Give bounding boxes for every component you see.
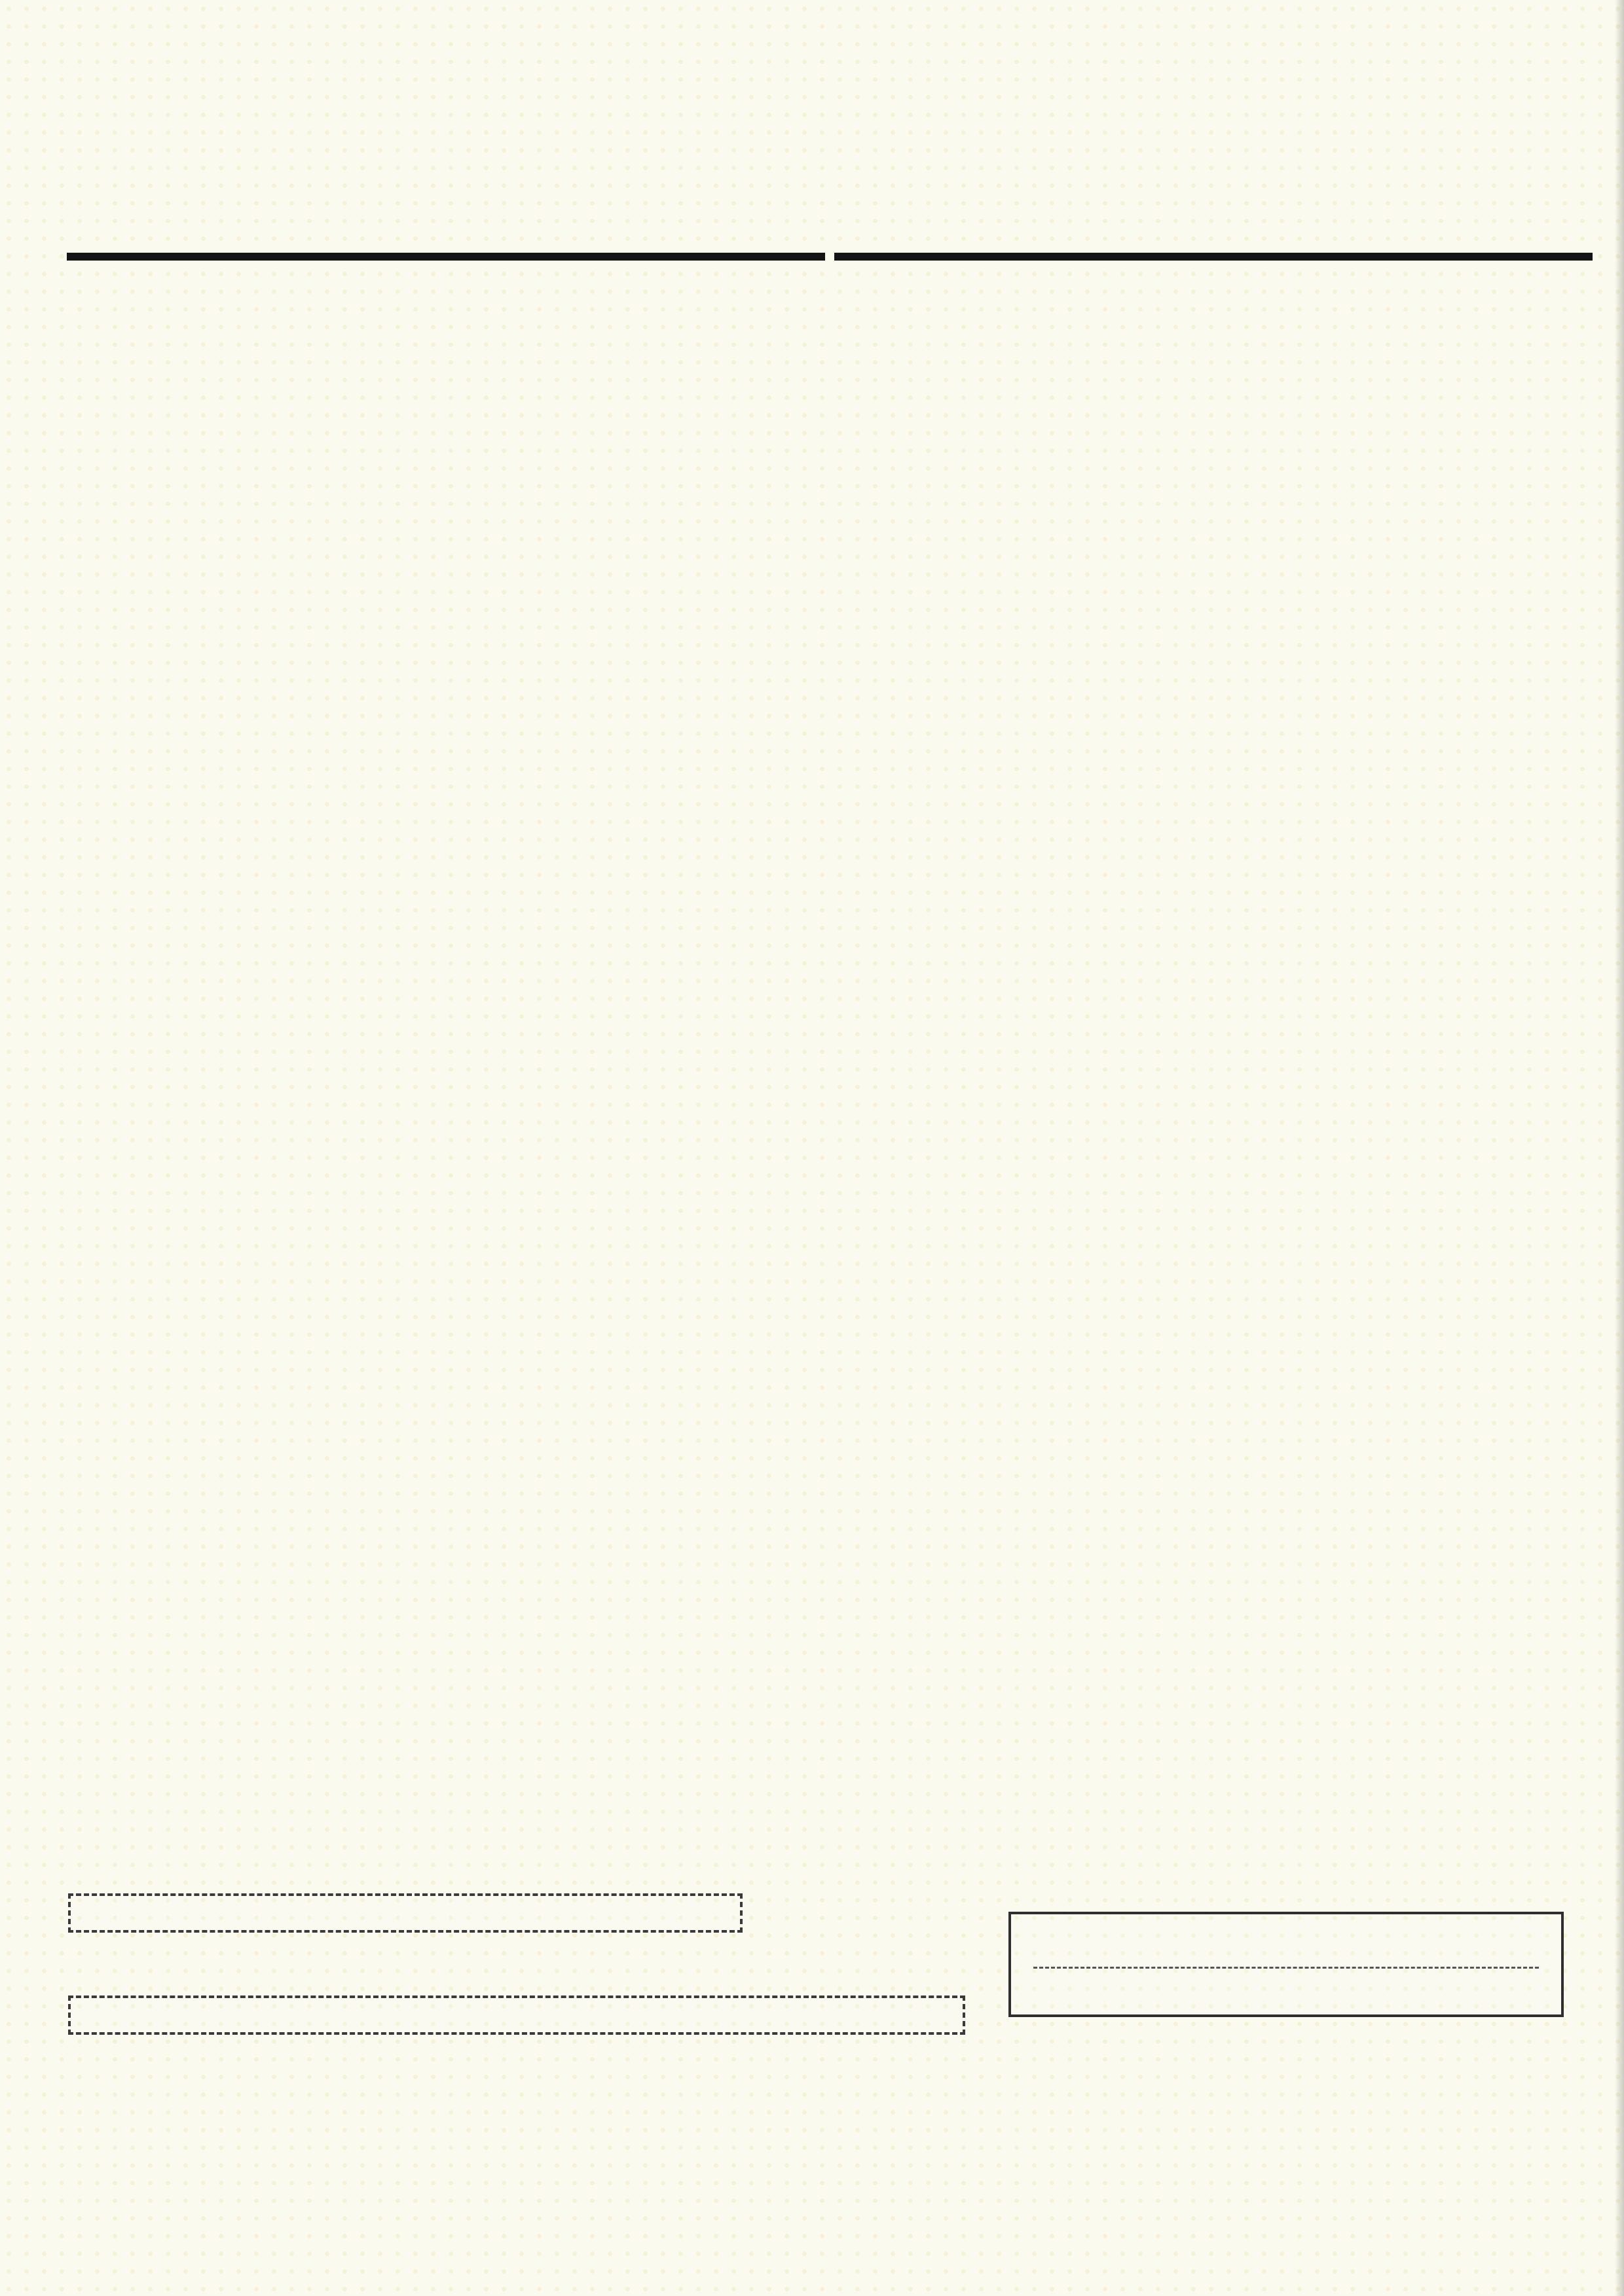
monthly-goal	[71, 158, 101, 195]
calendar-tables	[67, 253, 1593, 261]
calendar-table-nov-17-30	[834, 253, 1593, 261]
hair-note-box	[68, 1995, 965, 2035]
december-events-box	[1008, 1912, 1564, 2017]
bottom-notes-area	[68, 1893, 1564, 2035]
trainee-note-box	[68, 1893, 743, 1933]
bottom-left-column	[68, 1893, 965, 2035]
december-box-divider	[1033, 1967, 1539, 1969]
calendar-table-nov-1-16	[67, 253, 825, 261]
